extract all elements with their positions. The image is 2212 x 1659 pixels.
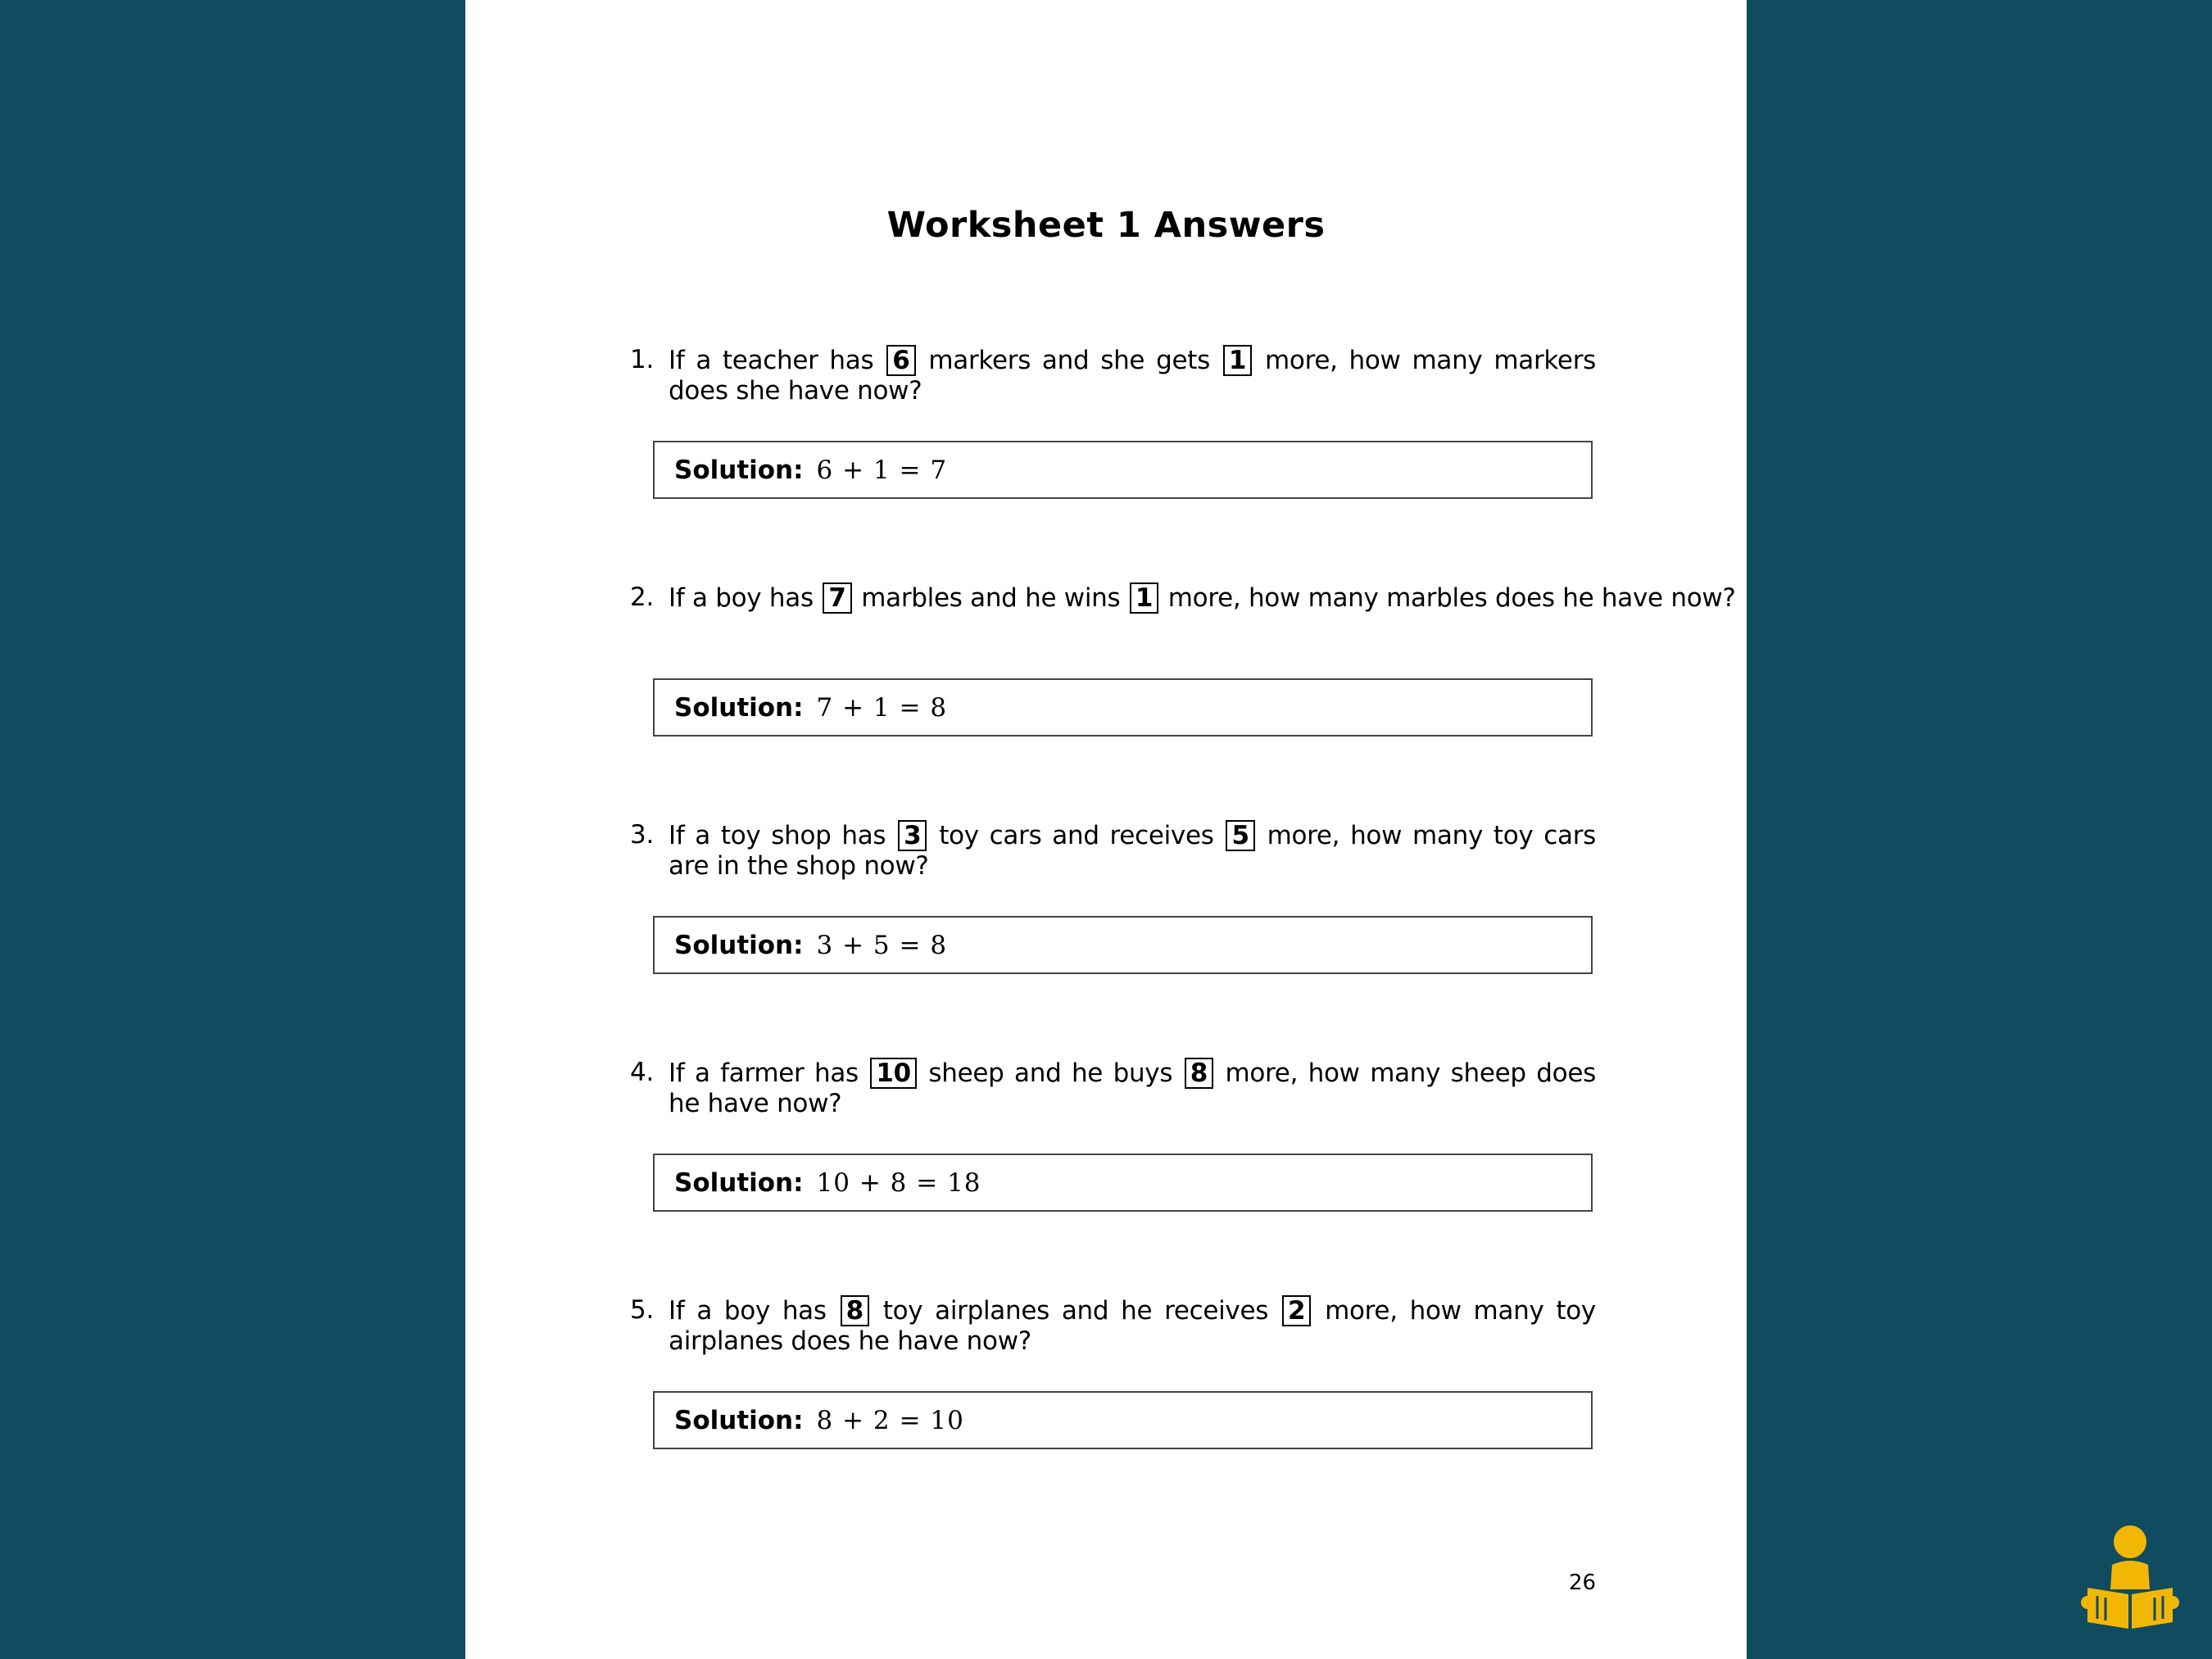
problem-text-part: If a boy has — [669, 583, 814, 613]
problem-text-part: more, how many toy airplanes does he have now? — [669, 1296, 1596, 1356]
problem-text-part: markers and she gets — [928, 346, 1210, 375]
number-box: 10 — [870, 1058, 917, 1089]
problem-1 — [621, 345, 1596, 406]
solution-label: Solution: — [674, 1405, 804, 1435]
problem-2 — [621, 582, 1736, 614]
solution-box-3 — [653, 916, 1593, 974]
solution-label: Solution: — [674, 930, 804, 960]
solution-equation: 6 + 1 = 7 — [816, 455, 948, 485]
problem-text-part: more, how many marbles does he have now? — [1167, 583, 1736, 613]
problem-text — [669, 1295, 1596, 1356]
page-number: 26 — [1569, 1571, 1597, 1595]
number-box: 5 — [1226, 820, 1254, 851]
problem-text-part: toy cars and receives — [939, 821, 1214, 850]
problem-number: 5. — [630, 1295, 654, 1325]
problem-text-part: more, how many markers does she have now? — [669, 346, 1597, 406]
problem-4 — [621, 1058, 1596, 1118]
number-box: 6 — [886, 345, 915, 376]
number-box: 2 — [1282, 1295, 1311, 1326]
problem-text — [669, 582, 1736, 614]
problem-number: 1. — [630, 345, 654, 374]
solution-equation: 8 + 2 = 10 — [816, 1405, 964, 1435]
problem-number: 2. — [630, 582, 654, 612]
number-box: 8 — [841, 1295, 869, 1326]
problem-5 — [621, 1295, 1596, 1356]
solution-label: Solution: — [674, 692, 804, 723]
problem-text-part: more, how many toy cars are in the shop now? — [669, 821, 1596, 881]
problem-number: 3. — [630, 820, 654, 850]
problem-text-part: If a farmer has — [669, 1058, 859, 1088]
solution-equation: 10 + 8 = 18 — [816, 1167, 981, 1198]
problem-text-part: marbles and he wins — [861, 583, 1121, 613]
problem-text-part: more, how many sheep does he have now? — [669, 1058, 1596, 1118]
solution-label: Solution: — [674, 1167, 804, 1198]
problem-text-part: If a toy shop has — [669, 821, 886, 850]
solution-equation: 7 + 1 = 8 — [816, 692, 948, 723]
solution-equation: 3 + 5 = 8 — [816, 930, 948, 960]
solution-box-4 — [653, 1154, 1593, 1212]
solution-label: Solution: — [674, 455, 804, 485]
number-box: 3 — [898, 820, 927, 851]
solution-box-5 — [653, 1391, 1593, 1449]
solution-box-1 — [653, 441, 1593, 499]
problem-text-part: toy airplanes and he receives — [882, 1296, 1269, 1326]
number-box: 1 — [1130, 582, 1158, 614]
reading-person-icon — [2081, 1524, 2179, 1630]
problem-text — [669, 345, 1596, 406]
problem-number: 4. — [630, 1058, 654, 1087]
solution-box-2 — [653, 678, 1593, 737]
problem-text-part: If a teacher has — [669, 346, 874, 375]
problem-text — [669, 1058, 1596, 1118]
problem-3 — [621, 820, 1596, 881]
number-box: 8 — [1185, 1058, 1213, 1089]
problem-text-part: sheep and he buys — [928, 1058, 1173, 1088]
page-title: Worksheet 1 Answers — [886, 205, 1326, 246]
number-box: 7 — [823, 582, 851, 614]
number-box: 1 — [1223, 345, 1252, 376]
worksheet-page — [465, 0, 1747, 1659]
problem-text-part: If a boy has — [669, 1296, 827, 1326]
problem-text — [669, 820, 1596, 881]
